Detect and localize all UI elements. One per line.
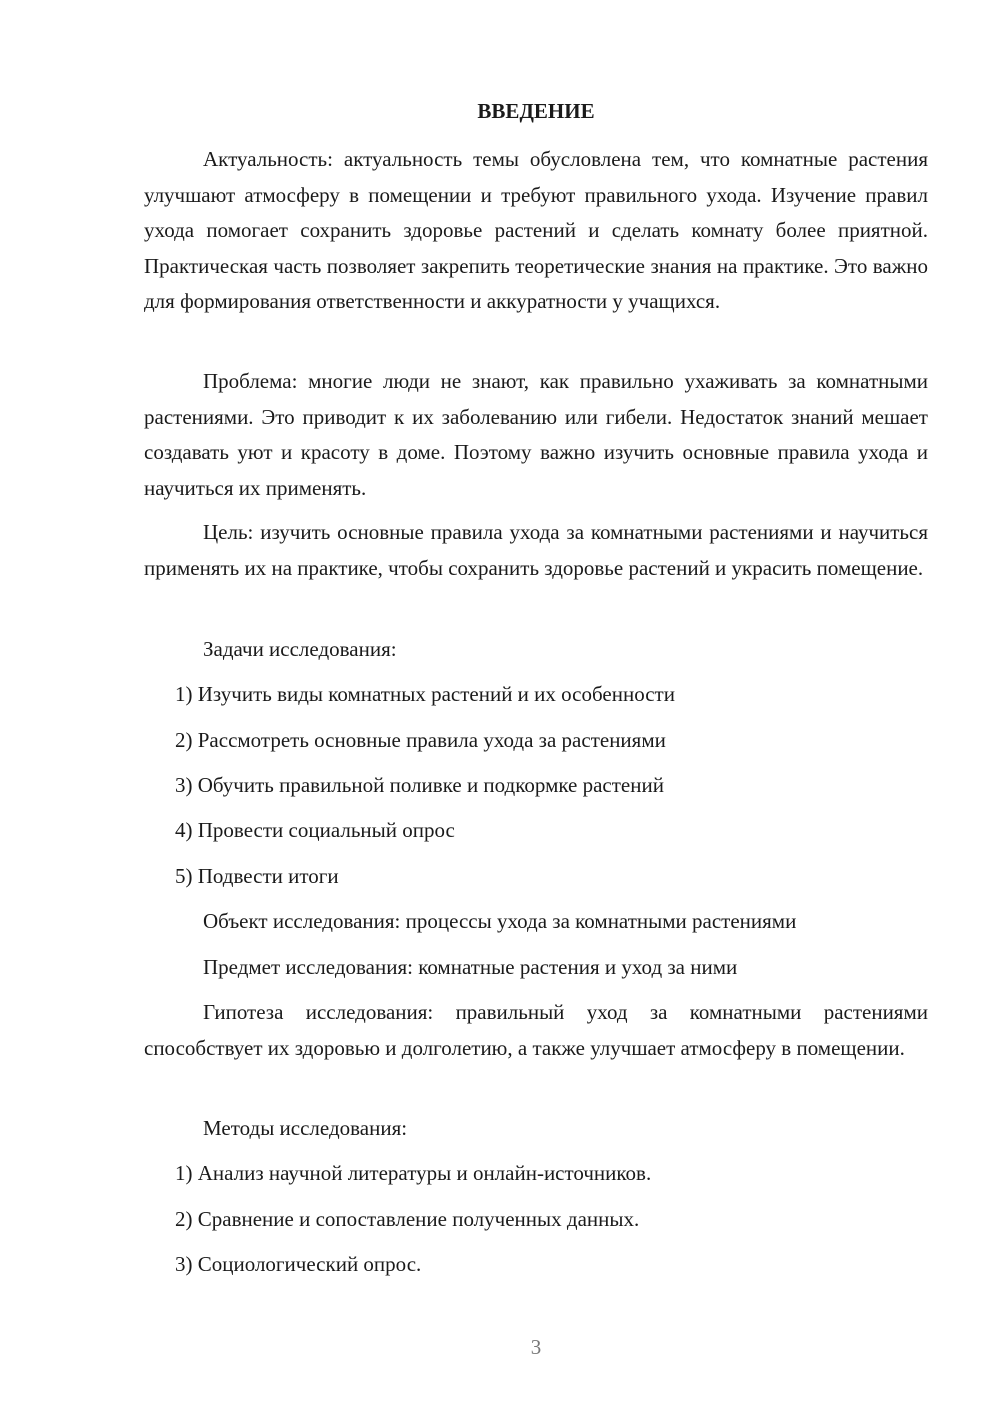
list-item: 1) Изучить виды комнатных растений и их особенности	[175, 682, 675, 706]
research-subject: Предмет исследования: комнатные растения и уход за ними	[203, 955, 738, 979]
methods-title: Методы исследования:	[203, 1116, 408, 1140]
tasks-title: Задачи исследования:	[203, 637, 397, 661]
section-heading: ВВЕДЕНИЕ	[477, 99, 595, 123]
page-number: 3	[530, 1335, 542, 1359]
list-item: 1) Анализ научной литературы и онлайн-источников.	[175, 1161, 652, 1185]
list-item: 2) Сравнение и сопоставление полученных данных.	[175, 1207, 640, 1231]
list-item: 2) Рассмотреть основные правила ухода за растениями	[175, 728, 666, 752]
research-object: Объект исследования: процессы ухода за комнатными растениями	[203, 909, 797, 933]
list-item: 3) Социологический опрос.	[175, 1252, 422, 1276]
goal-paragraph: Цель: изучить основные правила ухода за комнатными растениями и научиться применять их на практике, чтобы сохранить здоровье растений и украсить помещение.	[144, 520, 928, 580]
relevance-paragraph: Актуальность: актуальность темы обусловлена тем, что комнатные растения улучшают атмосферу в помещении и требуют правильного ухода. Изучение правил ухода помогает сохранить здоровье растений и сделать комнату более приятной. Практическая часть позволяет закрепить теоретические знания на практике. Это важно для формирования ответственности и аккуратности у учащихся.	[144, 147, 928, 313]
list-item: 4) Провести социальный опрос	[175, 818, 455, 842]
problem-paragraph: Проблема: многие люди не знают, как правильно ухаживать за комнатными растениями. Это приводит к их заболеванию или гибели. Недостаток знаний мешает создавать уют и красоту в доме. Поэтому важно изучить основные правила ухода и научиться их применять.	[144, 369, 928, 500]
list-item: 5) Подвести итоги	[175, 864, 339, 888]
list-item: 3) Обучить правильной поливке и подкормке растений	[175, 773, 664, 797]
hypothesis-paragraph: Гипотеза исследования: правильный уход за комнатными растениями способствует их здоровью и долголетию, а также улучшает атмосферу в помещении.	[144, 1000, 928, 1060]
